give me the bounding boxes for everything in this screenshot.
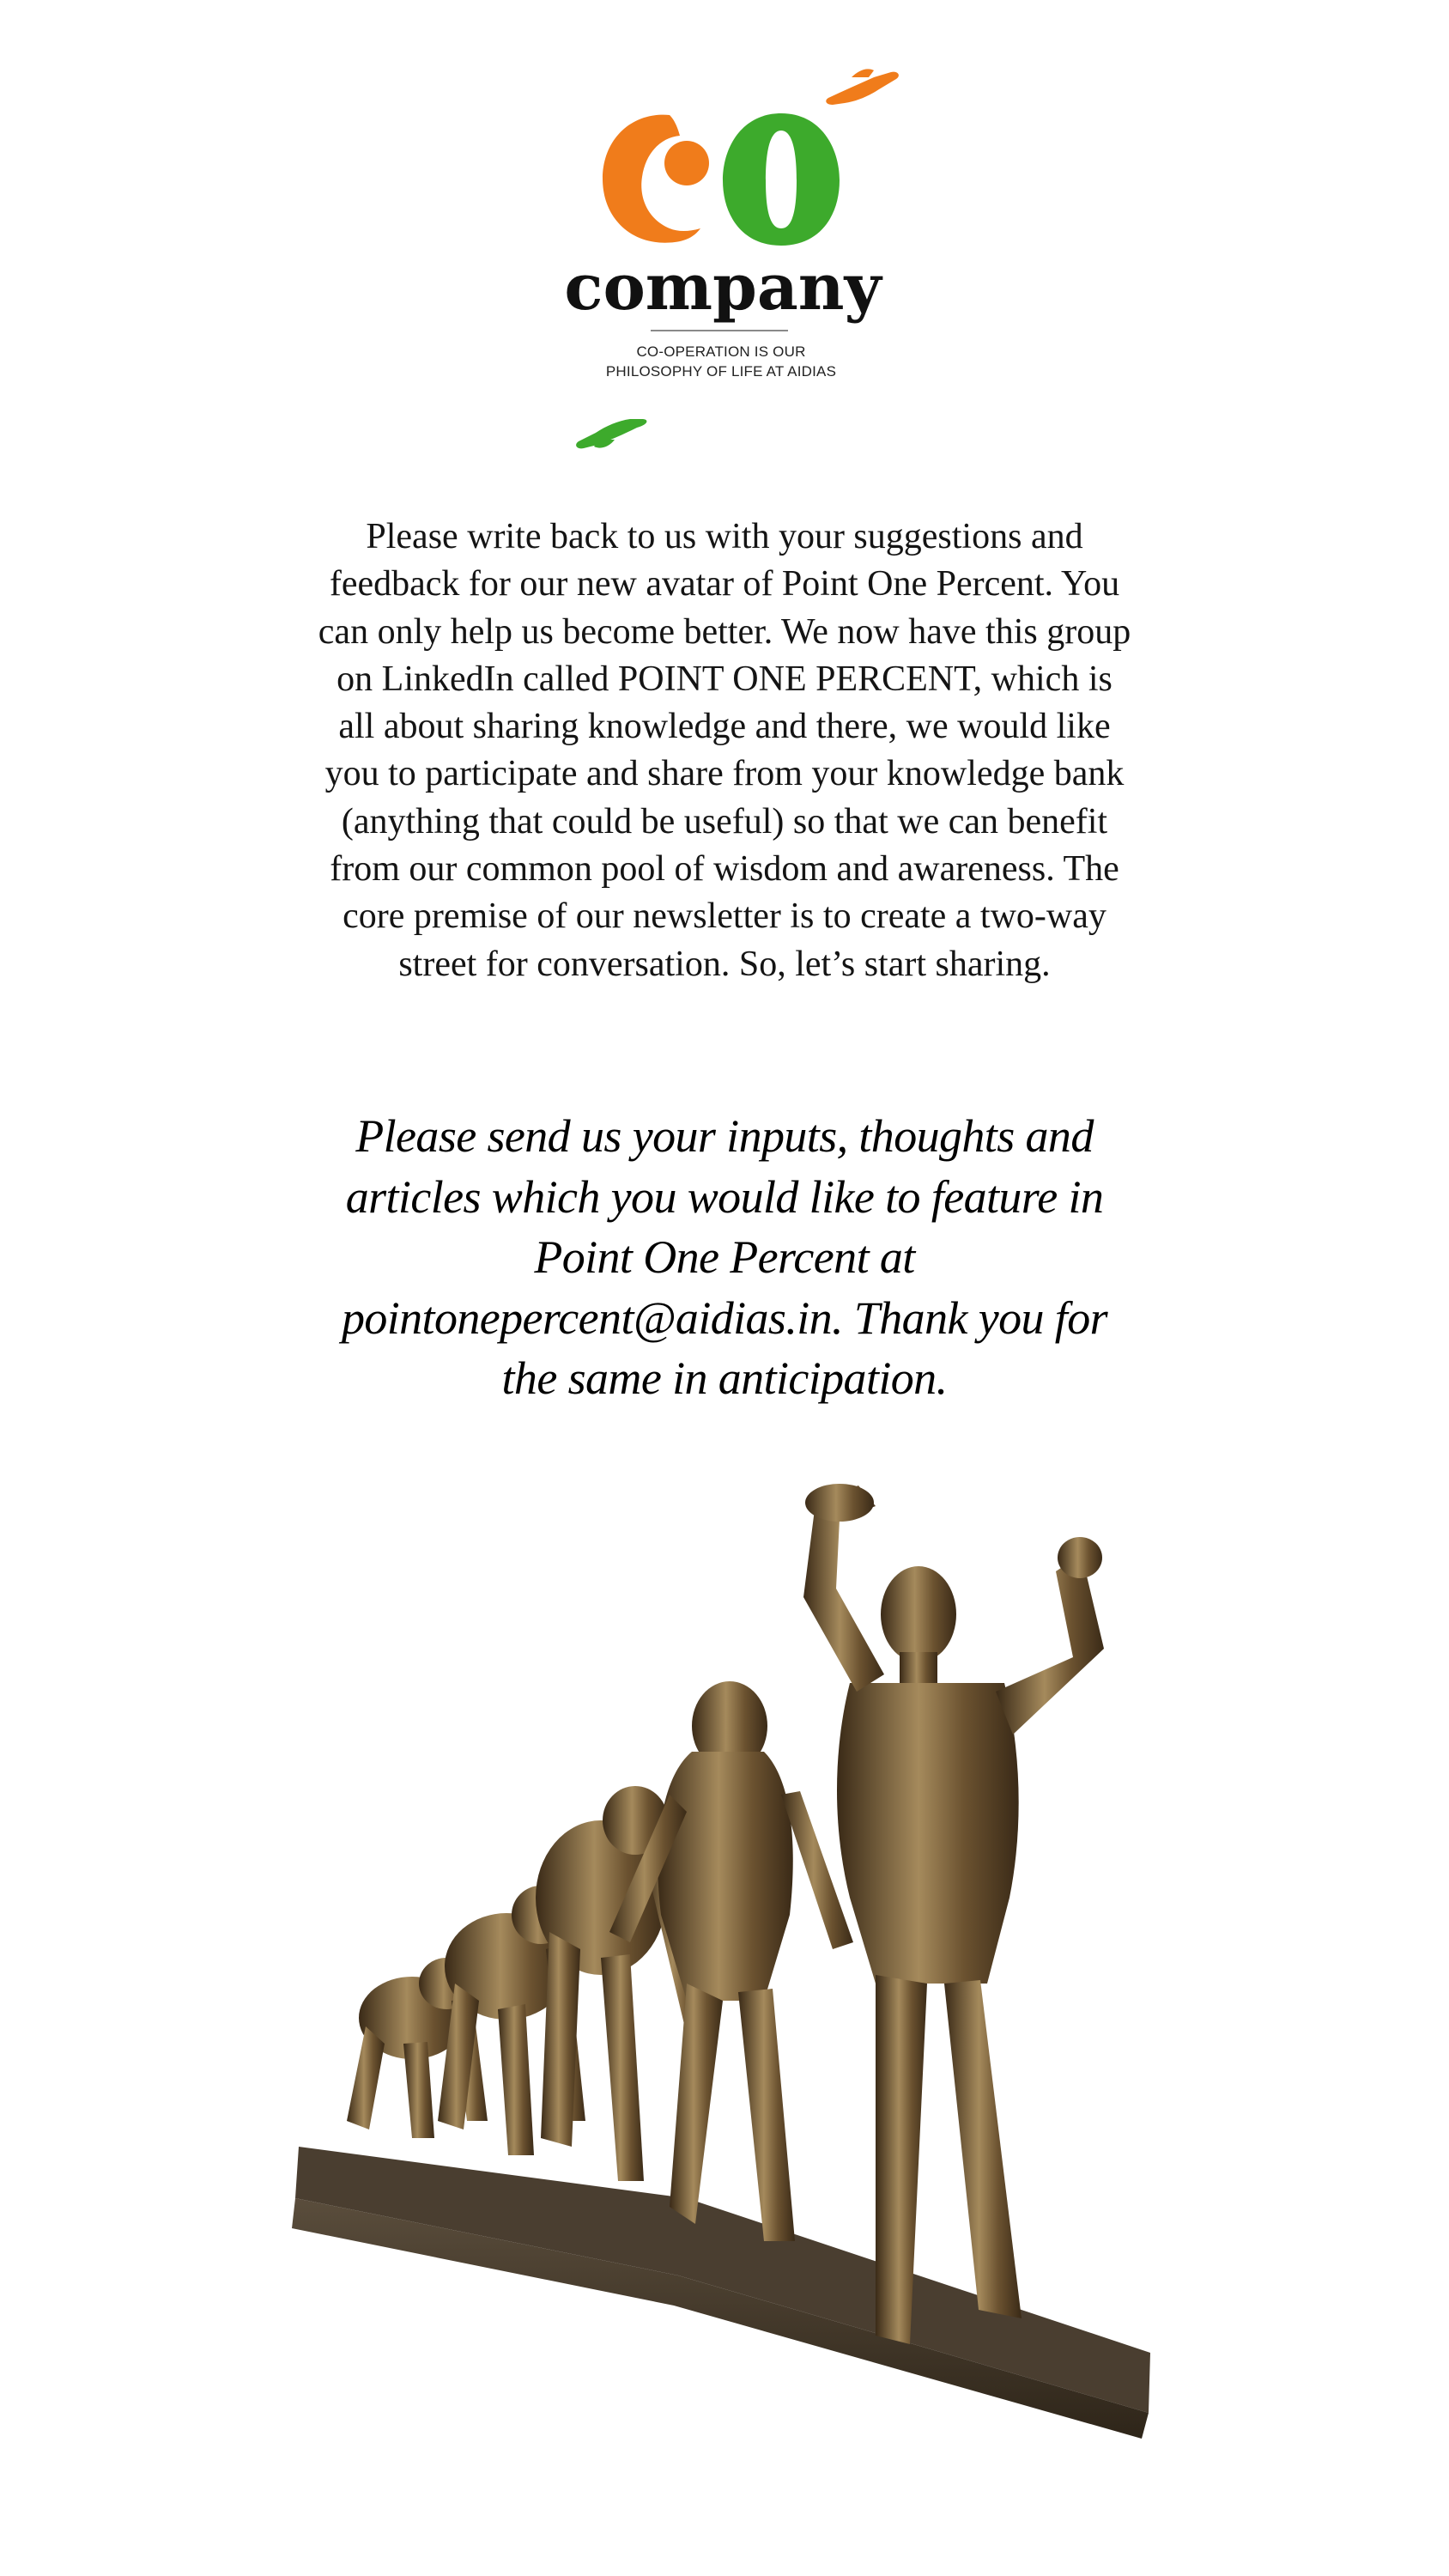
evolution-statue-illustration <box>283 1468 1176 2567</box>
logo-mark <box>532 52 936 447</box>
green-hand-icon <box>576 419 646 448</box>
statue-figure-caveman <box>609 1681 853 2241</box>
logo-c-dot <box>664 141 709 185</box>
logo-word: company <box>564 251 882 325</box>
statue-base <box>292 2147 1150 2439</box>
logo-tagline <box>558 342 884 381</box>
logo-divider <box>651 330 788 331</box>
intro-paragraph: Please write back to us with your suggestions and feedback for our new avatar of Point One Percent. You can only help us become better. We now have this group on LinkedIn called POINT ONE PERCENT, which is all about sharing knowledge and there, we would like you to participate and share from your knowledge bank (anything that could be useful) so that we can benefit from our common pool of wisdom and awareness. The core premise of our newsletter is to create a two-way street for conversation. So, let’s start sharing. <box>318 517 1131 984</box>
evolution-statue-image <box>283 1468 1176 2567</box>
logo-letter-o <box>723 113 840 246</box>
call-to-action-paragraph: Please send us your inputs, thoughts and articles which you would like to feature in Point One Percent at pointonepercent@aidias.in. Thank you for the same in anticipation. <box>341 1110 1108 1404</box>
orange-hand-icon <box>826 69 899 105</box>
logo-tagline-line-1: CO-OPERATION IS OUR <box>636 343 806 360</box>
company-logo <box>532 52 936 447</box>
logo-tagline-line-2: PHILOSOPHY OF LIFE AT AIDIAS <box>605 363 837 380</box>
statue-figure-modern-human <box>803 1484 1104 2344</box>
